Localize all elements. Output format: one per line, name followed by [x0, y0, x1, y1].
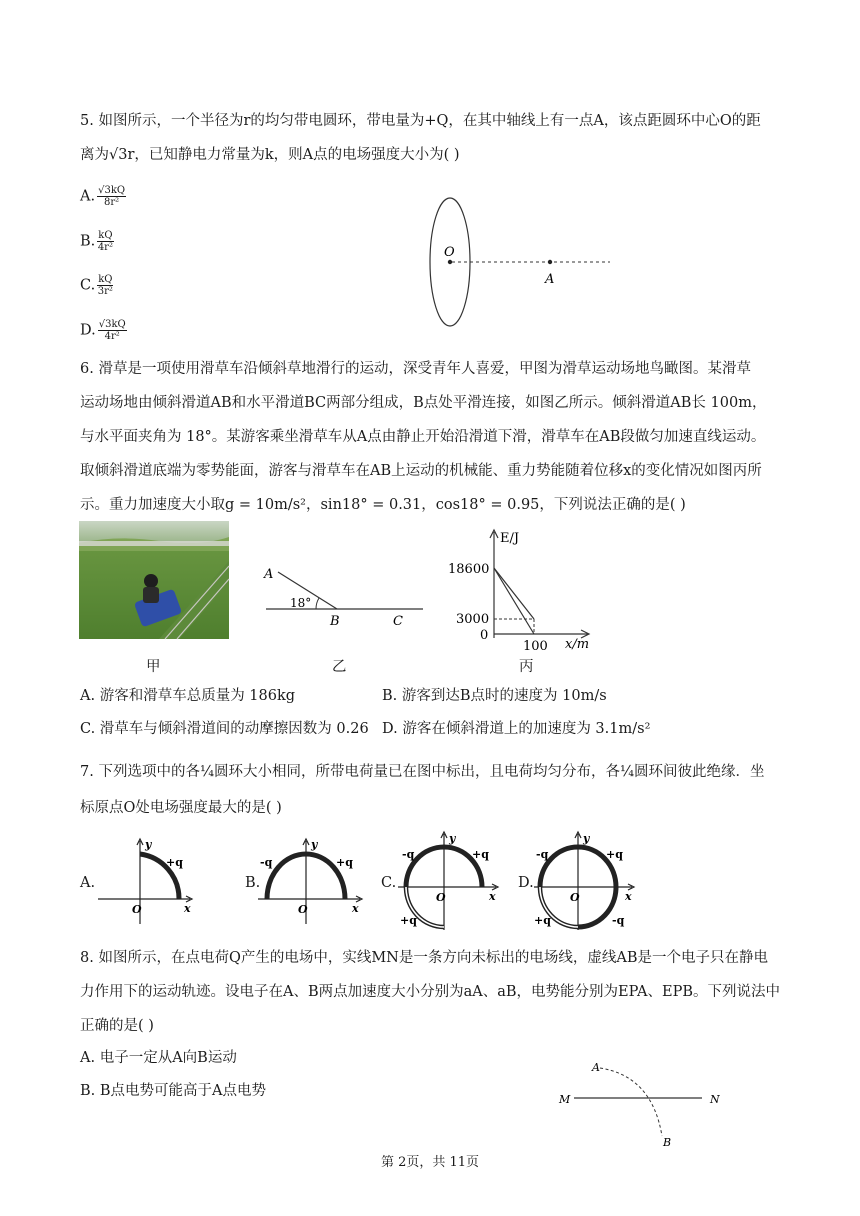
q5-option-a[interactable]: A. $\frac{√3kQ}{\text{8r²}}$ [80, 185, 126, 208]
caption-yi: 乙 [332, 659, 347, 675]
q8-stem-line3: 正确的是( ) [80, 1018, 154, 1034]
svg-text:B: B [663, 1136, 672, 1149]
svg-text:x: x [352, 902, 359, 915]
q6-stem-line5: 示。重力加速度大小取g = 10m/s²，sin18° = 0.31，cos18° = 0.95，下列说法正确的是( ) [80, 497, 686, 513]
grass-sled-photo [79, 521, 229, 639]
q7-option-d-label[interactable]: D. [518, 875, 534, 891]
svg-text:O: O [298, 903, 308, 916]
svg-text:y: y [145, 838, 152, 851]
electron-trajectory [600, 1068, 662, 1136]
q5-ring-figure [420, 190, 620, 335]
svg-text:x: x [184, 902, 191, 915]
q6-option-b[interactable]: B. 游客到达B点时的速度为 10m/s [382, 688, 607, 704]
svg-text:+q: +q [336, 856, 353, 869]
q5-option-b[interactable]: B. $\frac{kQ}{\text{4r²}}$ [80, 230, 113, 253]
caption-bing: 丙 [519, 659, 534, 675]
point-a-dot [548, 260, 552, 264]
q6-stem-line1: 6. 滑草是一项使用滑草车沿倾斜草地滑行的运动，深受青年人喜爱，甲图为滑草运动场地鸟瞰图。某滑草 [80, 361, 751, 377]
svg-text:-q: -q [402, 848, 415, 861]
q8-stem-line1: 8. 如图所示，在点电荷Q产生的电场中，实线MN是一条方向未标出的电场线，虚线AB是一个电子只在静电 [80, 950, 768, 966]
potential-energy-line [494, 568, 534, 634]
svg-text:-q: -q [612, 914, 625, 927]
tick-3000: 3000 [456, 612, 490, 627]
q6-stem-line3: 与水平面夹角为 18°。某游客乘坐滑草车从A点由静止开始沿滑道下滑，滑草车在AB段做匀加速直线运动。 [80, 429, 766, 445]
q7-option-c-figure[interactable] [396, 832, 511, 932]
svg-text:A: A [592, 1061, 600, 1074]
q5-option-c[interactable]: C. $\frac{kQ}{\text{3r²}}$ [80, 274, 113, 297]
svg-text:M: M [559, 1093, 571, 1106]
svg-text:+q: +q [166, 856, 183, 869]
svg-text:N: N [710, 1093, 720, 1106]
q7-option-b-label[interactable]: B. [245, 875, 261, 891]
q8-option-b[interactable]: B. B点电势可能高于A点电势 [80, 1083, 266, 1099]
svg-text:+q: +q [472, 848, 489, 861]
svg-text:O: O [436, 891, 446, 904]
q7-stem-line2: 标原点O处电场强度最大的是( ) [80, 800, 282, 816]
q8-option-a[interactable]: A. 电子一定从A向B运动 [80, 1050, 237, 1066]
q7-option-c-label[interactable]: C. [381, 875, 397, 891]
svg-text:+q: +q [534, 914, 551, 927]
label-a: A [545, 272, 555, 287]
svg-text:y: y [583, 832, 590, 845]
q6-energy-graph [448, 526, 608, 656]
q6-option-c[interactable]: C. 滑草车与倾斜滑道间的动摩擦因数为 0.26 [80, 721, 369, 737]
label-o: O [444, 245, 455, 260]
q7-option-a-label[interactable]: A. [80, 875, 96, 891]
label-a: A [264, 567, 274, 582]
angle-label: 18° [290, 596, 312, 610]
q7-option-d-figure[interactable] [532, 832, 647, 932]
q5-stem-line2: 离为√3r，已知静电力常量为k，则A点的电场强度大小为( ) [80, 147, 460, 163]
svg-text:x: x [489, 890, 496, 903]
svg-text:O: O [570, 891, 580, 904]
svg-text:-q: -q [536, 848, 549, 861]
q8-stem-line2: 力作用下的运动轨迹。设电子在A、B两点加速度大小分别为aA、aB，电势能分别为EPA、EPB。下列说法中 [80, 984, 781, 1000]
y-axis-label: E/J [500, 531, 520, 546]
q7-stem-line1: 7. 下列选项中的各¼圆环大小相同，所带电荷量已在图中标出，且电荷均匀分布，各¼圆环间彼此绝缘．坐 [80, 764, 765, 780]
q6-stem-line2: 运动场地由倾斜滑道AB和水平滑道BC两部分组成，B点处平滑连接，如图乙所示。倾斜滑道AB长 100m， [80, 395, 767, 411]
angle-arc [316, 598, 319, 609]
tick-18600: 18600 [448, 562, 490, 577]
x-axis-label: x/m [565, 637, 590, 652]
svg-text:+q: +q [400, 914, 417, 927]
svg-text:y: y [311, 838, 318, 851]
tick-100: 100 [523, 639, 548, 654]
mechanical-energy-line [494, 568, 534, 619]
q6-slope-figure [258, 560, 428, 635]
q7-option-a-figure[interactable] [98, 836, 198, 926]
q5-option-d[interactable]: D. $\frac{√3kQ}{\text{4r²}}$ [80, 319, 126, 342]
q7-option-b-figure[interactable] [256, 836, 371, 926]
q8-field-line-figure [552, 1058, 732, 1150]
svg-text:x: x [625, 890, 632, 903]
q6-option-d[interactable]: D. 游客在倾斜滑道上的加速度为 3.1m/s² [382, 721, 651, 737]
svg-text:+q: +q [606, 848, 623, 861]
q6-stem-line4: 取倾斜滑道底端为零势能面，游客与滑草车在AB上运动的机械能、重力势能随着位移x的变化情况如图丙所 [80, 463, 762, 479]
q6-option-a[interactable]: A. 游客和滑草车总质量为 186kg [80, 688, 296, 704]
page-footer: 第 2页，共 11页 [380, 1155, 480, 1170]
svg-text:y: y [449, 832, 456, 845]
point-o-dot [448, 260, 452, 264]
svg-text:O: O [132, 903, 142, 916]
caption-jia: 甲 [146, 659, 161, 675]
label-b: B [330, 614, 340, 629]
svg-text:-q: -q [260, 856, 273, 869]
q5-stem-line1: 5. 如图所示，一个半径为r的均匀带电圆环，带电量为+Q，在其中轴线上有一点A，该点距圆环中心O的距 [80, 113, 761, 129]
tick-origin: 0 [480, 628, 489, 643]
label-c: C [393, 614, 403, 629]
